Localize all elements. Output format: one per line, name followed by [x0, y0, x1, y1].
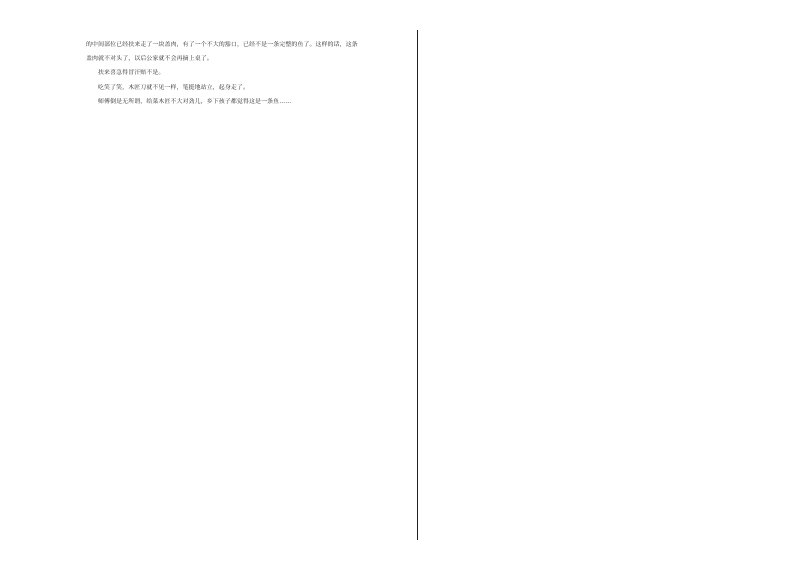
text-line: 师傅倒是无所谓，给菜木匠不大对劲儿，乡下孩子都觉得这是一条鱼……	[98, 98, 292, 105]
left-column	[86, 38, 408, 109]
text-line: 盖肉就不对头了，以后公家就不会再摘上桌了。	[86, 56, 213, 63]
column-divider	[417, 30, 418, 540]
text-line: 的中间部位已经扶来走了一块盖肉，有了一个不大的豁口，已经不是一条完整的鱼了。这样的话，这条	[86, 42, 358, 48]
text-line: 吃笑了笑，木匠刀就不见一样，笔挺地站立，起身走了。	[98, 84, 250, 91]
text-line: 扶来喜急得冒汗赔不是。	[98, 70, 165, 77]
